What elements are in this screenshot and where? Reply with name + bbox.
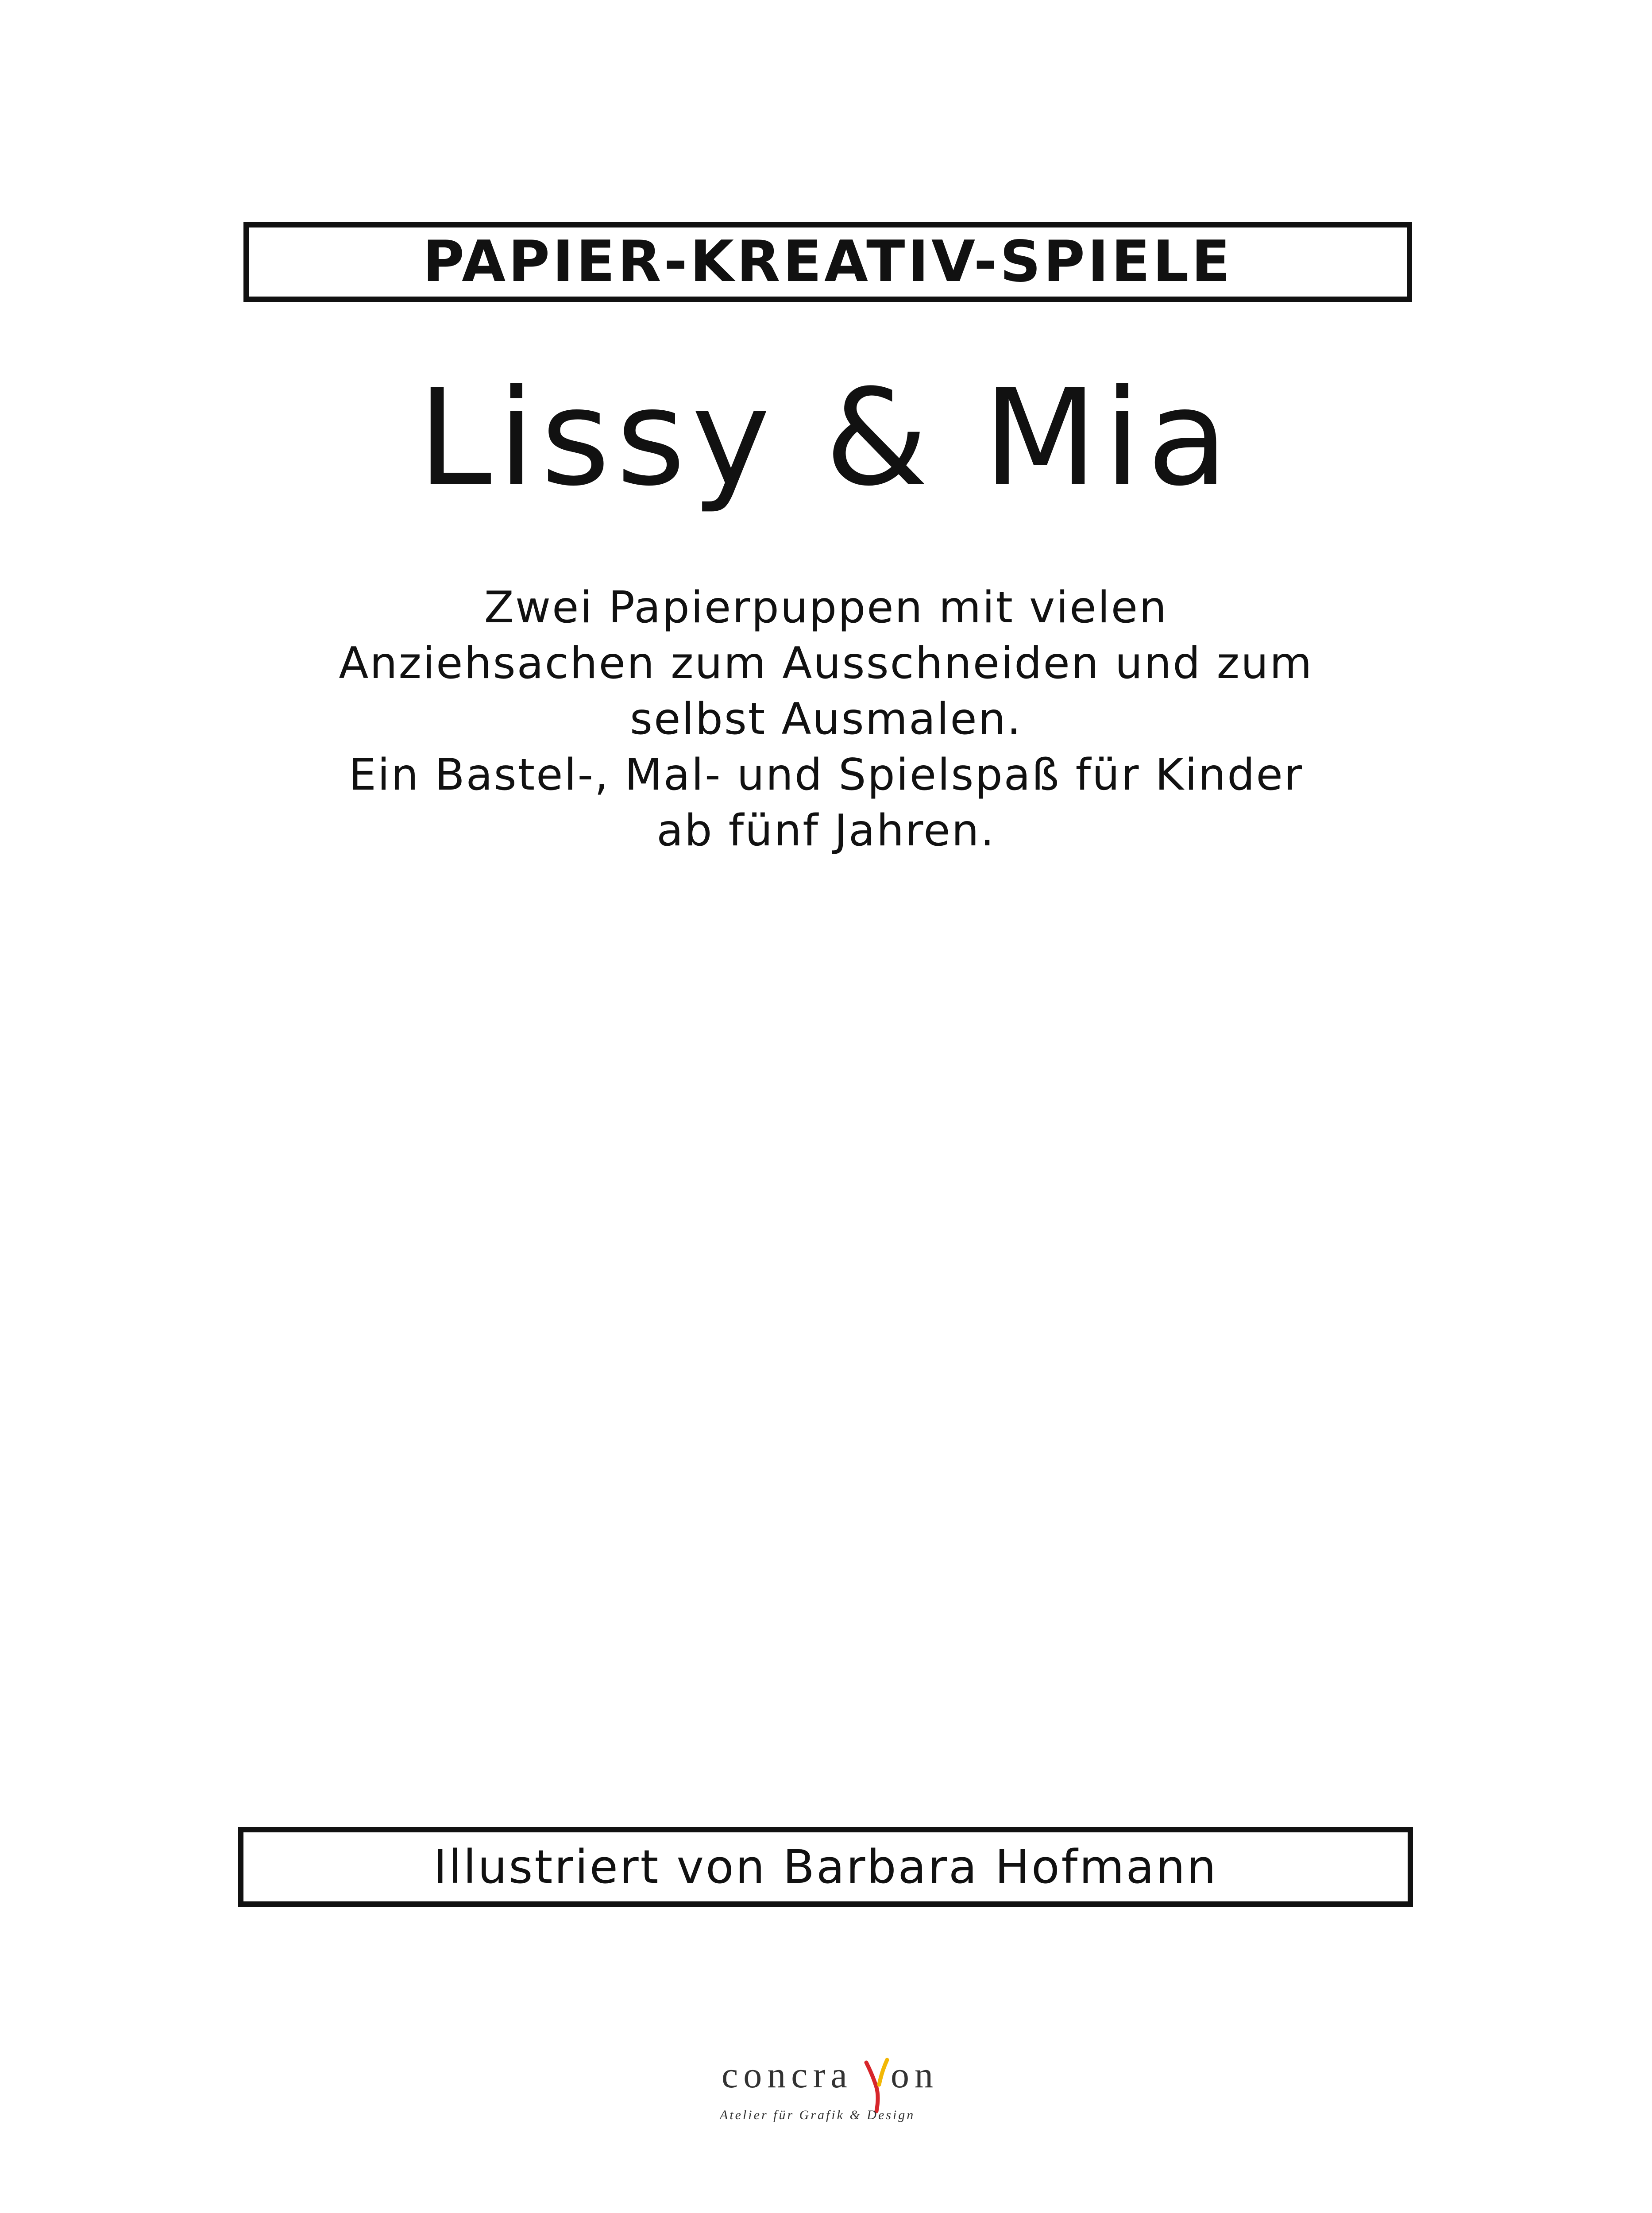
book-description bbox=[0, 580, 1652, 859]
description-line: Zwei Papierpuppen mit vielen bbox=[484, 582, 1168, 633]
illustrator-credit: Illustriert von Barbara Hofmann bbox=[433, 1840, 1218, 1894]
description-line: ab fünf Jahren. bbox=[656, 806, 996, 856]
publisher-logo bbox=[708, 2045, 938, 2133]
book-title: Lissy & Mia bbox=[417, 361, 1235, 515]
series-label: PAPIER-KREATIV-SPIELE bbox=[423, 229, 1233, 295]
description-line: selbst Ausmalen. bbox=[630, 694, 1022, 744]
description-line: Ein Bastel-, Mal- und Spielspaß für Kinder bbox=[348, 750, 1304, 800]
publisher-tagline: Atelier für Grafik & Design bbox=[720, 2108, 915, 2122]
illustrator-credit-box bbox=[238, 1827, 1413, 1907]
description-line: Anziehsachen zum Ausschneiden und zum bbox=[339, 638, 1313, 689]
series-box bbox=[243, 222, 1412, 302]
svg-text:on: on bbox=[891, 2055, 938, 2096]
svg-text:concra: concra bbox=[722, 2055, 853, 2096]
